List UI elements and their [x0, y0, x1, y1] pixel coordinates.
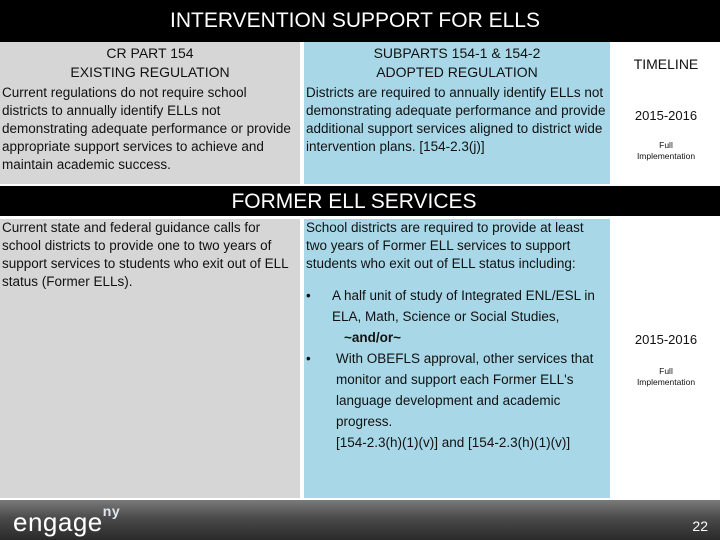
section-title-former-ell: FORMER ELL SERVICES — [0, 186, 720, 216]
existing-regulation-header: CR PART 154 EXISTING REGULATION — [0, 42, 300, 84]
adopted-regulation-text: Districts are required to annually identify ELLs not demonstrating adequate performance and provide additional support services aligned to district wide intervention plans. [154-2.3(j)] — [304, 84, 610, 184]
former-ell-bullet-1: • A half unit of study of Integrated ENL/ESL in ELA, Math, Science or Social Studies, — [306, 285, 606, 327]
slide-title: INTERVENTION SUPPORT FOR ELLS — [0, 0, 720, 42]
former-ell-citation: [154-2.3(h)(1)(v)] and [154-2.3(h)(1)(v)] — [336, 435, 571, 450]
logo-superscript: ny — [102, 503, 121, 519]
former-ell-adopted-intro: School districts are required to provide at least two years of Former ELL services to support students who exit out of ELL status including: — [306, 220, 584, 271]
timeline-note-1: Full Implementation — [636, 140, 696, 161]
page-number: 22 — [692, 518, 708, 534]
existing-regulation-text: Current regulations do not require school districts to annually identify ELLs not demonstrating adequate performance or provide appropriate support services to achieve and maintain academic success. — [0, 84, 300, 184]
former-ell-bullet-2: • With OBEFLS approval, other services that monitor and support each Former ELL's language development and academic progress. — [306, 348, 606, 432]
timeline-note-2: Full Implementation — [636, 366, 696, 387]
former-ell-connector: ~and/or~ — [344, 330, 402, 345]
engageny-logo — [13, 503, 121, 538]
timeline-year-2: 2015-2016 — [634, 332, 698, 347]
logo-text: engage — [13, 507, 103, 537]
former-ell-adopted-panel — [304, 219, 610, 498]
former-ell-existing-text: Current state and federal guidance calls for school districts to provide one to two years of support services to students who exit out of ELL status (Former ELLs). — [0, 219, 300, 498]
bullet-dot-icon: • — [306, 288, 311, 303]
timeline-header: TIMELINE — [633, 56, 699, 72]
adopted-regulation-header: SUBPARTS 154-1 & 154-2 ADOPTED REGULATION — [304, 42, 610, 84]
timeline-year-1: 2015-2016 — [634, 108, 698, 123]
bullet-dot-icon: • — [306, 351, 311, 366]
